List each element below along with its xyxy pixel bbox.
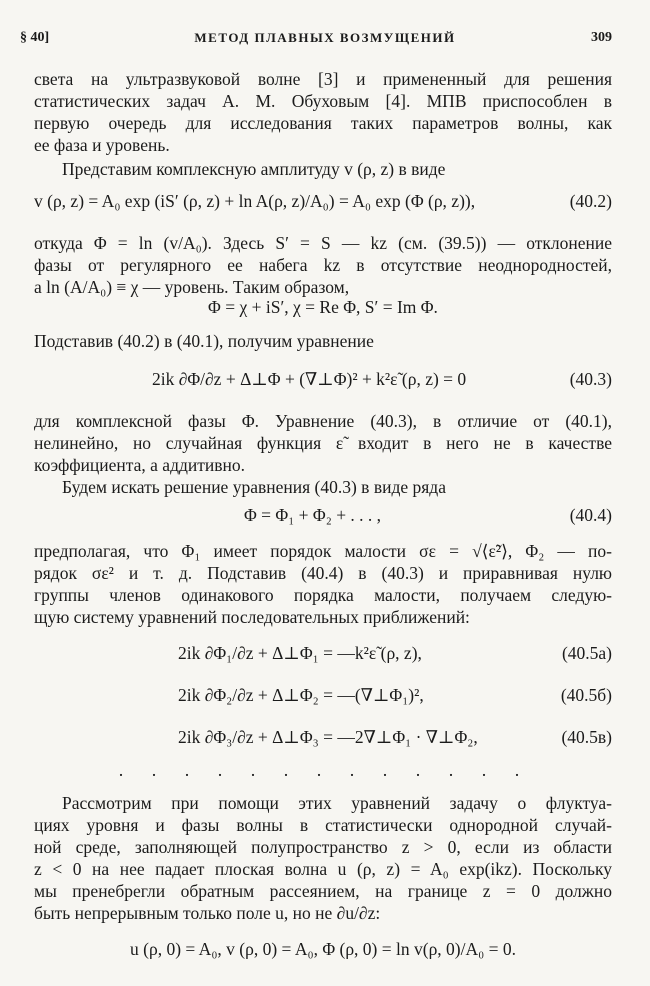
text-line: группы членов одинакового порядка малости, получаем следую- (34, 585, 612, 605)
equation-formula: u (ρ, 0) = A₀, v (ρ, 0) = A₀, Φ (ρ, 0) = ln v(ρ, 0)/A₀ = 0. (130, 939, 516, 959)
text-line: статистических задач А. М. Обуховым [4]. МПВ приспособлен в (34, 91, 612, 111)
text-line: Рассмотрим при помощи этих уравнений задачу о флуктуа- (62, 793, 612, 813)
section-separator: . . . . . . . . . . . . . (118, 760, 532, 780)
text-line: коэффициента, а аддитивно. (34, 455, 246, 475)
text-line: рядок σε² и т. д. Подставив (40.4) в (40.3) и приравнивая нулю (34, 563, 612, 583)
text-line: Будем искать решение уравнения (40.3) в виде ряда (62, 477, 446, 497)
text-line: Подставив (40.2) в (40.1), получим уравнение (34, 331, 374, 351)
text-line: ее фаза и уровень. (34, 135, 170, 155)
equation-number: (40.5в) (561, 727, 612, 747)
running-title: МЕТОД ПЛАВНЫХ ВОЗМУЩЕНИЙ (194, 30, 456, 45)
text-line: нелинейно, но случайная функция ε̃ входит в него не в качестве (34, 433, 612, 453)
text-line: Представим комплексную амплитуду v (ρ, z) в виде (62, 159, 446, 179)
page-number: 309 (591, 30, 612, 45)
equation-number: (40.4) (569, 505, 612, 525)
section-marker: § 40] (20, 30, 50, 45)
text-line: ной среде, заполняющей полупространство z > 0, если из области (34, 837, 612, 857)
equation-formula: v (ρ, z) = A₀ exp (iS′ (ρ, z) + ln A(ρ, z)/A₀) = A₀ exp (Φ (ρ, z)), (34, 191, 476, 211)
text-line: откуда Φ = ln (v/A₀). Здесь S′ = S — kz (см. (39.5)) — отклонение (34, 233, 612, 253)
equation-number: (40.5a) (561, 643, 612, 663)
text-line: z < 0 на нее падает плоская волна u (ρ, z) = A₀ exp(ikz). Поскольку (34, 859, 612, 879)
text-line: a ln (A/A₀) ≡ χ — уровень. Таким образом, (34, 277, 350, 297)
equation-formula: 2ik ∂Φ/∂z + Δ⊥Φ + (∇⊥Φ)² + k²ε̃ (ρ, z) = 0 (152, 369, 467, 389)
text-line: быть непрерывным только поле u, но не ∂u/∂z: (34, 903, 381, 923)
text-line: мы пренебрегли обратным рассеянием, на границе z = 0 должно (34, 881, 612, 901)
equation-number: (40.2) (569, 191, 612, 211)
text-line: щую систему уравнений последовательных приближений: (34, 607, 470, 627)
equation-formula: 2ik ∂Φ₃/∂z + Δ⊥Φ₃ = —2∇⊥Φ₁ · ∇⊥Φ₂, (178, 727, 478, 747)
text-line: первую очередь для исследования таких параметров волны, как (34, 113, 612, 133)
text-line: циях уровня и фазы волны в статистически однородной случай- (34, 815, 612, 835)
equation-formula: 2ik ∂Φ₁/∂z + Δ⊥Φ₁ = —k²ε̃ (ρ, z), (178, 643, 422, 663)
equation-number: (40.5б) (560, 685, 612, 705)
equation-formula: Φ = Φ₁ + Φ₂ + . . . , (244, 505, 382, 525)
equation-number: (40.3) (569, 369, 612, 389)
equation-formula: 2ik ∂Φ₂/∂z + Δ⊥Φ₂ = —(∇⊥Φ₁)², (178, 685, 424, 705)
text-line: фазы от регулярного ее набега kz в отсутствие неоднородностей, (34, 255, 612, 275)
text-line: света на ультразвуковой волне [3] и примененный для решения (34, 69, 612, 89)
equation-formula: Φ = χ + iS′, χ = Re Φ, S′ = Im Φ. (208, 297, 438, 317)
text-line: для комплексной фазы Φ. Уравнение (40.3), в отличие от (40.1), (34, 411, 612, 431)
text-line: предполагая, что Φ₁ имеет порядок малости σε = √⟨ε̃²⟩, Φ₂ — по- (34, 541, 612, 561)
